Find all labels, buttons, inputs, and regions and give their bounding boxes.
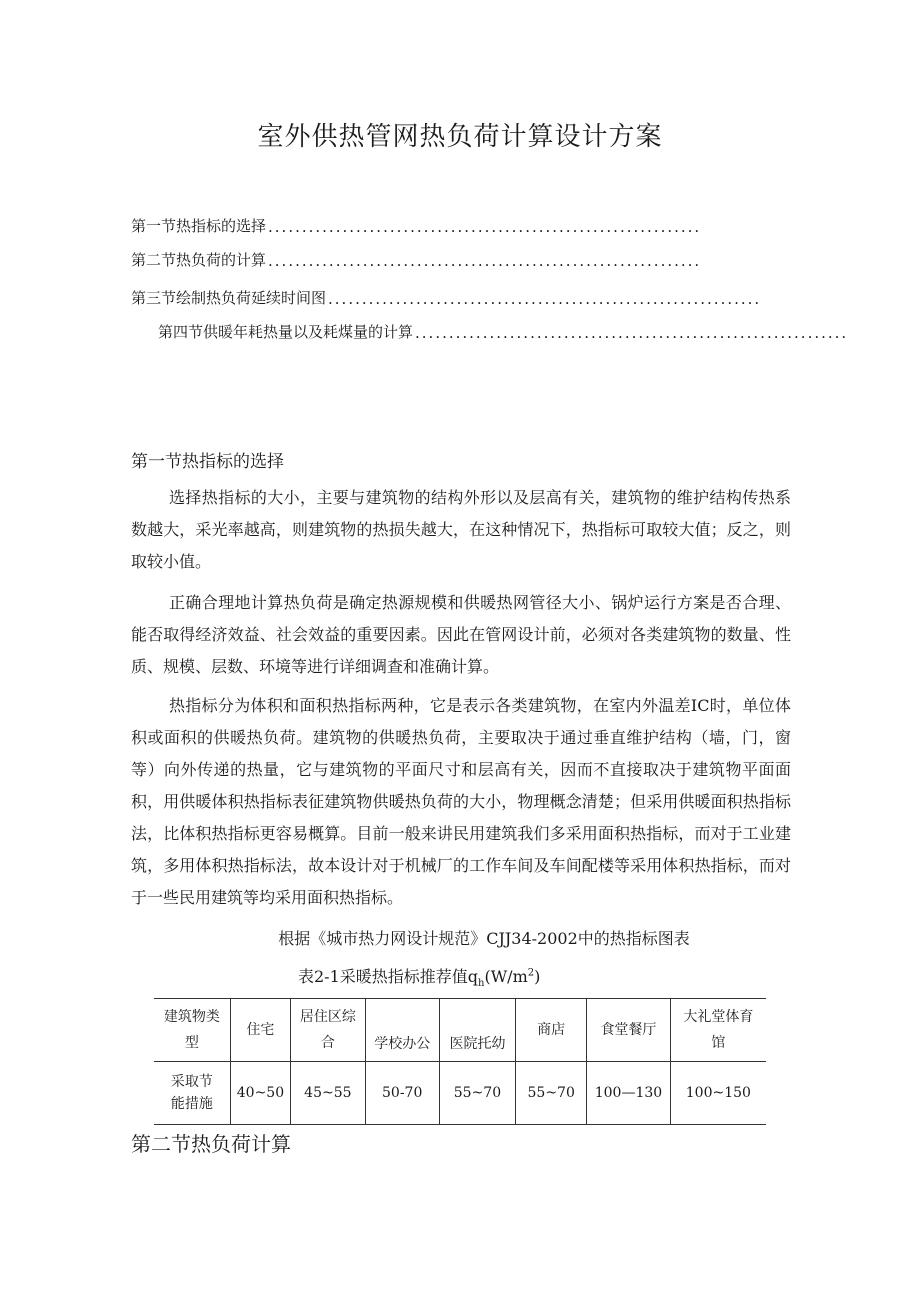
table-header-row [154, 999, 766, 1062]
toc-leader: ................................................................ [415, 324, 849, 342]
header-line: 住宅 [246, 1022, 275, 1038]
header-line: 馆 [711, 1035, 726, 1051]
source-reference: 根据《城市热力网设计规范》CJJ34-2002中的热指标图表 [278, 929, 690, 948]
toc-leader: ................................................................ [268, 252, 702, 270]
toc-leader: ................................................................ [268, 218, 702, 236]
header-canteen [587, 999, 671, 1062]
section1-paragraph-1: 选择热指标的大小，主要与建筑物的结构外形以及层高有关，建筑物的维护结构传热系数越大，采光率越高，则建筑物的热损失越大，在这种情况下，热指标可取较大值；反之，则取较小值。 [131, 488, 791, 571]
toc-label: 第二节热负荷的计算 [131, 251, 267, 269]
header-auditorium-gym [670, 999, 766, 1062]
cell-hospital-nursery: 55~70 [439, 1062, 515, 1125]
section2-heading: 第二节热负荷计算 [131, 1132, 291, 1156]
header-residential-district [291, 999, 366, 1062]
header-line: 商店 [537, 1022, 566, 1038]
toc-label: 第四节供暖年耗热量以及耗煤量的计算 [158, 323, 414, 341]
header-residential [230, 999, 290, 1062]
cell-school-office: 50-70 [365, 1062, 439, 1125]
toc-leader: ................................................................ [328, 290, 762, 308]
heat-index-table [154, 998, 766, 1125]
cell-residential: 40~50 [230, 1062, 290, 1125]
caption-close: ) [534, 967, 541, 986]
header-line: 医院托幼 [449, 1036, 506, 1052]
cell-auditorium-gym: 100~150 [670, 1062, 766, 1125]
section1-paragraph-2: 正确合理地计算热负荷是确定热源规模和供暖热网管径大小、锅炉运行方案是否合理、能否取得经济效益、社会效益的重要因素。因此在管网设计前，必须对各类建筑物的数量、性质、规模、层数、环境等进行详细调查和准确计算。 [131, 593, 791, 676]
cell-shop: 55~70 [516, 1062, 587, 1125]
cell-residential-district: 45~55 [291, 1062, 366, 1125]
row-label-line: 采取节 [170, 1074, 213, 1090]
header-line: 食堂餐厅 [600, 1022, 657, 1038]
row-label-line: 能措施 [170, 1096, 213, 1112]
caption-subscript: h [478, 978, 485, 990]
toc-entry-2[interactable] [131, 248, 701, 270]
toc-entry-4[interactable] [158, 320, 849, 342]
row-label-energy-saving [154, 1062, 230, 1125]
toc-entry-1[interactable] [131, 214, 701, 236]
toc-label: 第一节热指标的选择 [131, 217, 267, 235]
header-building-type [154, 999, 230, 1062]
section1-heading: 第一节热指标的选择 [131, 452, 284, 472]
header-line: 合 [320, 1035, 335, 1051]
toc-label: 第三节绘制热负荷延续时间图 [131, 289, 327, 307]
caption-superscript: 2 [527, 967, 535, 979]
header-line: 学校办公 [374, 1036, 431, 1052]
section1-paragraph-3: 热指标分为体积和面积热指标两种，它是表示各类建筑物，在室内外温差IC时，单位体积或面积的供暖热负荷。建筑物的供暖热负荷，主要取决于通过垂直维护结构（墙，门，窗等）向外传递的热量，它与建筑物的平面尺寸和层高有关，因而不直接取决于建筑物平面面积，用供暖体积热指标表征建筑物供暖热负荷的大小，物理概念清楚；但采用供暖面积热指标法，比体积热指标更容易概算。目前一般来讲民用建筑我们多采用面积热指标，而对于工业建筑，多用体积热指标法，故本设计对于机械厂的工作车间及车间配楼等采用体积热指标，而对于一些民用建筑等均采用面积热指标。 [131, 696, 791, 907]
table-caption [298, 964, 540, 989]
caption-symbol: q [467, 967, 479, 986]
header-hospital-nursery [439, 999, 515, 1062]
toc-entry-3[interactable] [131, 286, 762, 308]
header-line: 大礼堂体育 [683, 1009, 754, 1025]
cell-canteen: 100—130 [587, 1062, 671, 1125]
header-shop [516, 999, 587, 1062]
header-line: 建筑物类 [163, 1009, 220, 1025]
header-line: 型 [184, 1035, 199, 1051]
document-title: 室外供热管网热负荷计算设计方案 [257, 122, 663, 152]
table-row [154, 1062, 766, 1125]
caption-text: 表2-1采暖热指标推荐值 [298, 967, 468, 986]
caption-unit: (W/m [484, 967, 528, 986]
header-line: 居住区综 [299, 1009, 356, 1025]
header-school-office [365, 999, 439, 1062]
